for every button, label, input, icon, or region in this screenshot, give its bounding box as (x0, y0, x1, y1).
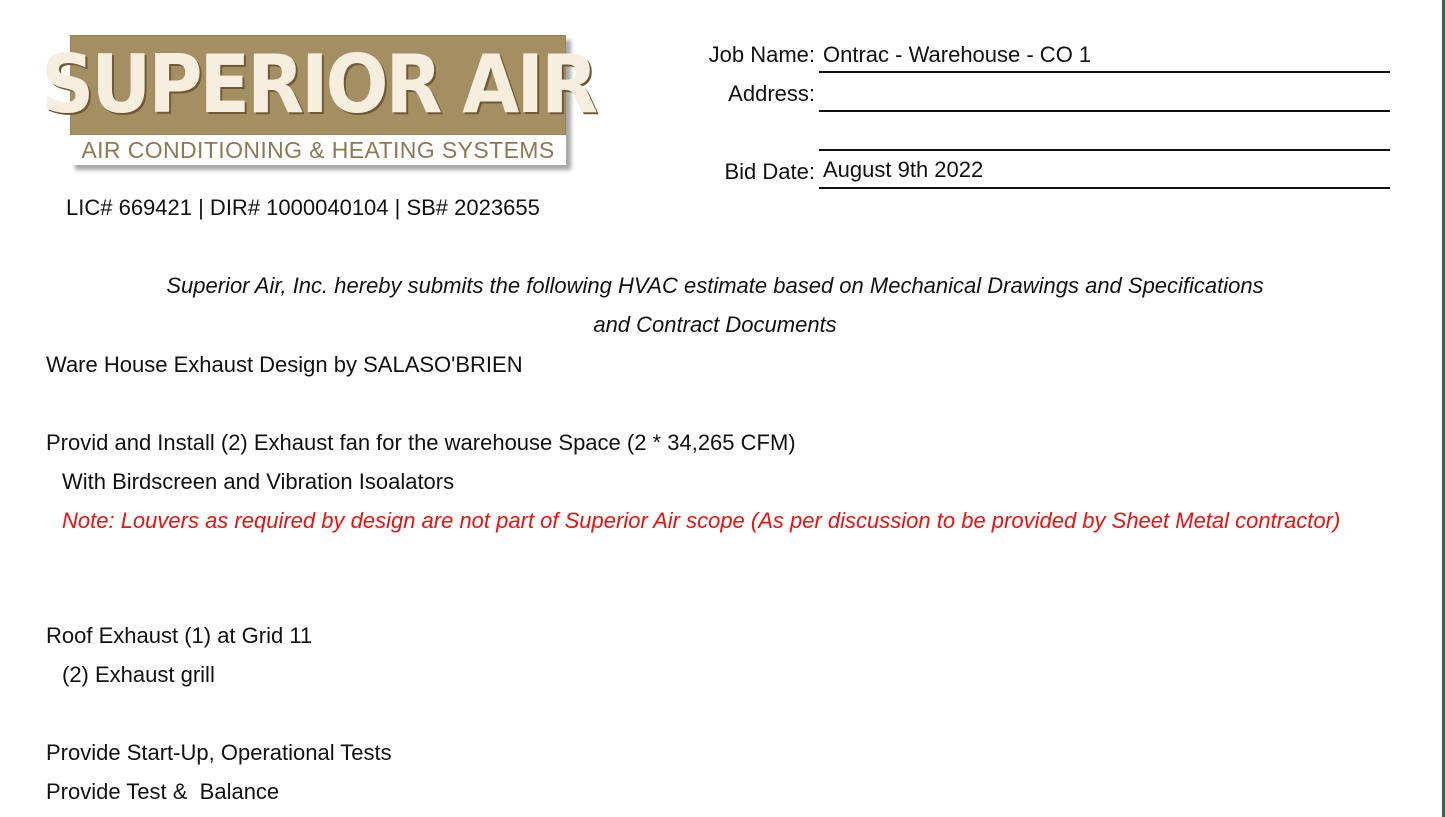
bid-date-underline (819, 187, 1390, 189)
design-line: Ware House Exhaust Design by SALASO'BRIEN (46, 352, 523, 377)
job-name-value: Ontrac - Warehouse - CO 1 (823, 42, 1092, 67)
scope-item-exhaust-fans-detail: With Birdscreen and Vibration Isoalators (62, 469, 455, 494)
address-label: Address: (728, 81, 815, 106)
address-line2-underline (819, 149, 1390, 151)
intro-line-1: Superior Air, Inc. hereby submits the following HVAC estimate based on Mechanical Drawings and Specifications (166, 273, 1264, 298)
scope-item-roof-exhaust: Roof Exhaust (1) at Grid 11 (46, 623, 313, 648)
scope-item-test-balance: Provide Test & Balance (46, 779, 280, 804)
logo-tagline: AIR CONDITIONING & HEATING SYSTEMS (81, 136, 555, 163)
job-name-label: Job Name: (708, 42, 815, 67)
intro-line-2: and Contract Documents (593, 312, 837, 337)
scope-item-roof-exhaust-detail: (2) Exhaust grill (62, 662, 215, 687)
address-underline (819, 110, 1390, 112)
scope-item-exhaust-fans: Provid and Install (2) Exhaust fan for the warehouse Space (2 * 34,265 CFM) (46, 430, 796, 455)
scope-item-startup: Provide Start-Up, Operational Tests (46, 740, 392, 765)
license-numbers: LIC# 669421 | DIR# 1000040104 | SB# 2023655 (66, 195, 540, 220)
logo-wordmark: SUPERIOR AIR (40, 38, 596, 132)
bid-date-label: Bid Date: (724, 159, 815, 184)
company-logo (40, 35, 596, 165)
job-name-underline (819, 71, 1390, 73)
logo-wordmark-band (40, 35, 596, 135)
bid-date-value: August 9th 2022 (823, 157, 984, 182)
louver-note: Note: Louvers as required by design are not part of Superior Air scope (As per discussion to be provided by Sheet Metal contractor) (62, 508, 1341, 533)
